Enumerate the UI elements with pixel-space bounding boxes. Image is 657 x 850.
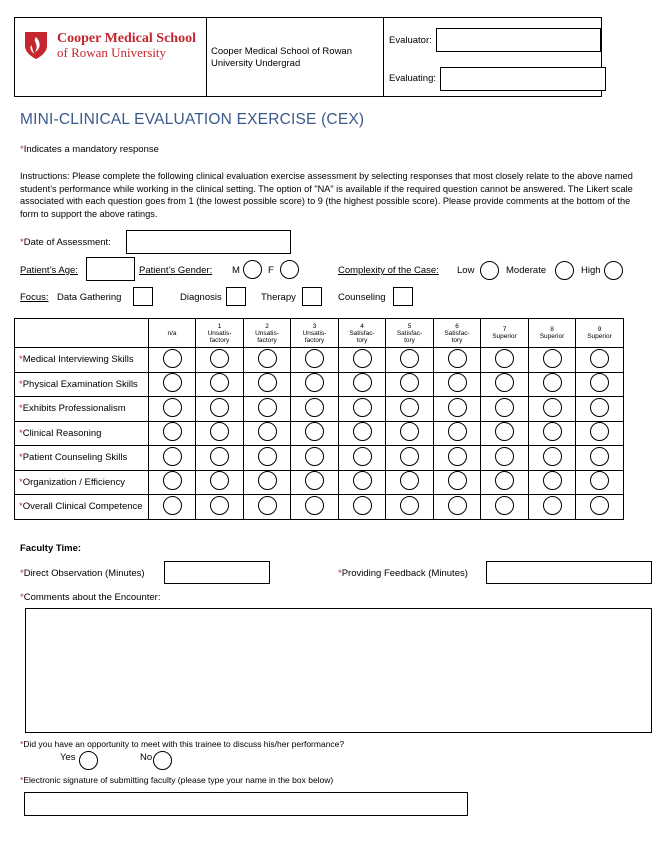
rating-radio[interactable] <box>448 471 467 490</box>
rating-cell <box>244 372 291 397</box>
rating-radio[interactable] <box>305 496 324 515</box>
page-title: MINI-CLINICAL EVALUATION EXERCISE (CEX) <box>20 111 365 128</box>
providing-feedback-field[interactable] <box>486 561 652 584</box>
rating-radio[interactable] <box>495 447 514 466</box>
grid-corner <box>15 319 149 348</box>
rating-radio[interactable] <box>305 398 324 417</box>
rating-radio[interactable] <box>353 447 372 466</box>
rating-radio[interactable] <box>495 422 514 441</box>
rating-radio[interactable] <box>590 373 609 392</box>
rating-cell <box>386 397 434 422</box>
scale-number: 2 <box>265 322 269 330</box>
criterion-label <box>15 348 149 373</box>
rating-cell <box>481 421 529 446</box>
signature-field[interactable] <box>24 792 468 816</box>
rating-cell <box>291 348 339 373</box>
scale-number: 5 <box>407 322 412 330</box>
evaluator-field[interactable] <box>436 28 601 52</box>
focus-diagnosis-checkbox[interactable] <box>226 287 246 306</box>
rating-radio[interactable] <box>543 349 562 368</box>
complexity-high-radio[interactable] <box>604 261 623 280</box>
rating-cell <box>149 348 196 373</box>
criterion-text: Overall Clinical Competence <box>22 501 143 513</box>
complexity-low-label: Low <box>457 265 475 276</box>
criterion-row <box>15 348 624 373</box>
rating-cell <box>149 446 196 471</box>
flame-shield-icon <box>23 30 49 60</box>
criterion-label <box>15 470 149 495</box>
criterion-text: Exhibits Professionalism <box>22 403 126 415</box>
rating-radio[interactable] <box>258 496 277 515</box>
rating-cell <box>434 495 481 520</box>
rating-cell <box>196 421 244 446</box>
rating-radio[interactable] <box>400 349 419 368</box>
scale-header-9 <box>576 319 624 348</box>
rating-radio[interactable] <box>210 496 229 515</box>
rating-cell <box>386 421 434 446</box>
scale-header-8 <box>529 319 576 348</box>
scale-text: Unsatis- factory <box>255 329 279 344</box>
criterion-text: Physical Examination Skills <box>22 378 138 390</box>
rating-radio[interactable] <box>590 422 609 441</box>
scale-number: 9 <box>597 326 602 333</box>
rating-cell <box>386 372 434 397</box>
org-line1: Cooper Medical School of Rowan <box>211 46 352 57</box>
criterion-text: Clinical Reasoning <box>22 427 102 439</box>
rating-radio[interactable] <box>590 447 609 466</box>
complexity-moderate-label: Moderate <box>506 265 547 276</box>
scale-number: 4 <box>360 322 364 330</box>
rating-radio[interactable] <box>305 471 324 490</box>
rating-cell <box>434 372 481 397</box>
rating-cell <box>291 372 339 397</box>
rating-radio[interactable] <box>258 422 277 441</box>
rating-radio[interactable] <box>543 447 562 466</box>
rating-radio[interactable] <box>163 422 182 441</box>
mandatory-asterisk: * <box>19 476 23 488</box>
direct-observation-field[interactable] <box>164 561 270 584</box>
rating-radio[interactable] <box>210 349 229 368</box>
rating-cell <box>481 446 529 471</box>
mandatory-asterisk: * <box>19 403 23 415</box>
scale-number: 3 <box>312 322 317 330</box>
focus-counseling-checkbox[interactable] <box>393 287 413 306</box>
rating-radio[interactable] <box>210 422 229 441</box>
rating-radio[interactable] <box>210 398 229 417</box>
scale-number: 6 <box>455 322 459 330</box>
rating-radio[interactable] <box>210 471 229 490</box>
rating-cell <box>481 397 529 422</box>
rating-radio[interactable] <box>543 422 562 441</box>
mandatory-asterisk: * <box>19 452 23 464</box>
rating-cell <box>244 470 291 495</box>
comments-label: *Comments about the Encounter: <box>20 592 161 603</box>
complexity-low-radio[interactable] <box>480 261 499 280</box>
scale-number: 8 <box>550 326 554 333</box>
rating-cell <box>291 397 339 422</box>
scale-text: Satisfac- tory <box>349 329 375 344</box>
rating-cell <box>196 397 244 422</box>
rating-cell <box>529 397 576 422</box>
mandatory-asterisk: * <box>19 378 23 390</box>
rating-cell <box>196 470 244 495</box>
complexity-label: Complexity of the Case: <box>338 265 439 276</box>
providing-feedback-label: *Providing Feedback (Minutes) <box>338 568 468 579</box>
logo-line2: of Rowan University <box>57 45 167 60</box>
grid-header-row <box>15 319 624 348</box>
rating-radio[interactable] <box>400 471 419 490</box>
criterion-row <box>15 421 624 446</box>
gender-f-radio[interactable] <box>280 260 299 279</box>
rating-cell <box>481 348 529 373</box>
rating-cell <box>386 348 434 373</box>
complexity-moderate-radio[interactable] <box>555 261 574 280</box>
scale-header-0 <box>149 319 196 348</box>
scale-header-1 <box>196 319 244 348</box>
rating-cell <box>149 397 196 422</box>
evaluating-label: Evaluating: <box>389 73 437 84</box>
focus-label: Focus: <box>20 292 49 303</box>
rating-radio[interactable] <box>163 398 182 417</box>
rating-radio[interactable] <box>305 373 324 392</box>
comments-textarea[interactable] <box>25 608 652 733</box>
rating-cell <box>576 372 624 397</box>
rating-radio[interactable] <box>543 471 562 490</box>
rating-radio[interactable] <box>495 496 514 515</box>
criterion-label <box>15 397 149 422</box>
criterion-label <box>15 446 149 471</box>
rating-radio[interactable] <box>305 447 324 466</box>
rating-radio[interactable] <box>258 471 277 490</box>
rating-cell <box>481 470 529 495</box>
complexity-high-label: High <box>581 265 601 276</box>
scale-header-7 <box>481 319 529 348</box>
rating-radio[interactable] <box>448 447 467 466</box>
rating-radio[interactable] <box>495 349 514 368</box>
rating-cell <box>339 372 386 397</box>
focus-therapy-label: Therapy <box>261 292 296 303</box>
evaluator-label: Evaluator: <box>389 35 432 46</box>
criterion-label <box>15 372 149 397</box>
rating-cell <box>434 470 481 495</box>
rating-cell <box>386 495 434 520</box>
gender-m-label: M <box>232 265 240 276</box>
date-field[interactable] <box>126 230 291 254</box>
criterion-row <box>15 372 624 397</box>
evaluating-field[interactable] <box>440 67 606 91</box>
no-radio[interactable] <box>153 751 172 770</box>
rating-cell <box>339 446 386 471</box>
criterion-row <box>15 446 624 471</box>
rating-radio[interactable] <box>543 398 562 417</box>
criterion-row <box>15 470 624 495</box>
rating-radio[interactable] <box>210 373 229 392</box>
scale-number: 1 <box>217 322 222 330</box>
criterion-text: Organization / Efficiency <box>22 476 125 488</box>
rating-cell <box>149 495 196 520</box>
rating-radio[interactable] <box>210 447 229 466</box>
rating-radio[interactable] <box>258 373 277 392</box>
rating-radio[interactable] <box>400 496 419 515</box>
rating-radio[interactable] <box>353 398 372 417</box>
rating-radio[interactable] <box>590 471 609 490</box>
rating-cell <box>291 495 339 520</box>
focus-data-checkbox[interactable] <box>133 287 153 306</box>
rating-radio[interactable] <box>163 373 182 392</box>
rating-radio[interactable] <box>353 496 372 515</box>
rating-radio[interactable] <box>448 398 467 417</box>
scale-text: Superior <box>539 333 565 340</box>
scale-text: n/a <box>167 329 177 337</box>
rating-radio[interactable] <box>353 373 372 392</box>
rating-cell <box>149 372 196 397</box>
date-label: *Date of Assessment: <box>20 237 111 248</box>
rating-cell <box>149 421 196 446</box>
scale-text: Satisfac- tory <box>396 329 423 344</box>
scale-header-4 <box>339 319 386 348</box>
rating-radio[interactable] <box>400 398 419 417</box>
meet-question: *Did you have an opportunity to meet with this trainee to discuss his/her performance? <box>20 739 345 749</box>
logo-cell <box>15 18 207 96</box>
mandatory-asterisk: * <box>19 501 23 513</box>
rating-radio[interactable] <box>448 349 467 368</box>
criterion-label <box>15 421 149 446</box>
focus-therapy-checkbox[interactable] <box>302 287 322 306</box>
scale-header-2 <box>244 319 291 348</box>
rating-radio[interactable] <box>590 496 609 515</box>
rating-cell <box>529 372 576 397</box>
rating-cell <box>196 495 244 520</box>
no-label: No <box>140 752 153 763</box>
rating-cell <box>576 397 624 422</box>
rating-radio[interactable] <box>163 447 182 466</box>
logo-line1: Cooper Medical School <box>57 31 196 46</box>
rating-radio[interactable] <box>163 471 182 490</box>
rating-cell <box>434 348 481 373</box>
rating-cell <box>291 470 339 495</box>
rating-cell <box>576 446 624 471</box>
direct-observation-label: *Direct Observation (Minutes) <box>20 568 145 579</box>
rating-radio[interactable] <box>400 422 419 441</box>
signature-label: *Electronic signature of submitting faculty (please type your name in the box below) <box>20 775 334 785</box>
rating-cell <box>339 495 386 520</box>
rating-cell <box>576 421 624 446</box>
rating-grid <box>14 318 624 520</box>
criterion-label <box>15 495 149 520</box>
rating-radio[interactable] <box>590 349 609 368</box>
scale-text: Unsatis- factory <box>302 329 327 344</box>
rating-cell <box>149 470 196 495</box>
rating-radio[interactable] <box>163 349 182 368</box>
rating-cell <box>386 446 434 471</box>
yes-label: Yes <box>60 752 76 763</box>
rating-cell <box>244 495 291 520</box>
gender-f-label: F <box>268 265 274 276</box>
rating-cell <box>386 470 434 495</box>
gender-m-radio[interactable] <box>243 260 262 279</box>
rating-radio[interactable] <box>305 422 324 441</box>
mandatory-asterisk: * <box>19 354 23 366</box>
rating-radio[interactable] <box>258 447 277 466</box>
age-label: Patient’s Age: <box>20 265 78 276</box>
criterion-row <box>15 397 624 422</box>
criterion-text: Patient Counseling Skills <box>22 452 128 464</box>
scale-header-3 <box>291 319 339 348</box>
rating-cell <box>196 348 244 373</box>
rating-cell <box>481 495 529 520</box>
rating-cell <box>291 421 339 446</box>
rating-cell <box>339 397 386 422</box>
focus-diagnosis-label: Diagnosis <box>180 292 222 303</box>
rating-cell <box>244 421 291 446</box>
rating-cell <box>339 470 386 495</box>
rating-radio[interactable] <box>258 349 277 368</box>
rating-cell <box>576 348 624 373</box>
criterion-row <box>15 495 624 520</box>
mandatory-asterisk: * <box>19 427 23 439</box>
mandatory-note: *Indicates a mandatory response <box>20 144 159 155</box>
rating-cell <box>529 470 576 495</box>
rating-cell <box>576 470 624 495</box>
criterion-text: Medical Interviewing Skills <box>22 354 134 366</box>
rating-cell <box>244 348 291 373</box>
org-cell <box>206 18 384 96</box>
scale-text: Superior <box>492 333 517 340</box>
rating-radio[interactable] <box>400 373 419 392</box>
rating-radio[interactable] <box>353 349 372 368</box>
logo <box>57 32 196 60</box>
scale-text: Satisfac- tory <box>444 329 470 344</box>
scale-header-5 <box>386 319 434 348</box>
rating-cell <box>291 446 339 471</box>
rating-cell <box>434 446 481 471</box>
rating-radio[interactable] <box>495 398 514 417</box>
rating-radio[interactable] <box>305 349 324 368</box>
rating-radio[interactable] <box>495 471 514 490</box>
rating-cell <box>529 446 576 471</box>
rating-cell <box>244 397 291 422</box>
rating-cell <box>196 372 244 397</box>
focus-data-label: Data Gathering <box>57 292 122 303</box>
rating-cell <box>529 421 576 446</box>
instructions: Instructions: Please complete the following clinical evaluation exercise assessment by selecting responses that most closely relate to the above named student’s performance while working in the clinical setting. The option of "NA" is available if the required question cannot be answered. The Likert scale associated with each question goes from 1 (the lowest possible score) to 9 (the highest possible score). Please provide comments at the bottom of the form to support the above ratings. <box>20 171 633 219</box>
org-line2: University Undergrad <box>211 58 301 69</box>
scale-header-6 <box>434 319 481 348</box>
rating-cell <box>529 495 576 520</box>
rating-radio[interactable] <box>400 447 419 466</box>
faculty-time-heading: Faculty Time: <box>20 543 82 554</box>
rating-radio[interactable] <box>353 471 372 490</box>
rating-radio[interactable] <box>543 496 562 515</box>
rating-cell <box>529 348 576 373</box>
focus-counseling-label: Counseling <box>338 292 386 303</box>
rating-cell <box>339 348 386 373</box>
rating-cell <box>434 397 481 422</box>
age-field[interactable] <box>86 257 135 281</box>
scale-number: 7 <box>502 326 507 333</box>
rating-cell <box>576 495 624 520</box>
rating-radio[interactable] <box>495 373 514 392</box>
rating-radio[interactable] <box>590 398 609 417</box>
rating-radio[interactable] <box>353 422 372 441</box>
rating-radio[interactable] <box>163 496 182 515</box>
yes-radio[interactable] <box>79 751 98 770</box>
rating-radio[interactable] <box>448 373 467 392</box>
gender-label: Patient’s Gender: <box>139 265 213 276</box>
rating-radio[interactable] <box>543 373 562 392</box>
rating-radio[interactable] <box>448 422 467 441</box>
rating-cell <box>481 372 529 397</box>
rating-cell <box>339 421 386 446</box>
scale-text: Superior <box>587 333 612 340</box>
rating-cell <box>434 421 481 446</box>
rating-cell <box>196 446 244 471</box>
rating-cell <box>244 446 291 471</box>
scale-text: Unsatis- factory <box>207 329 232 344</box>
rating-radio[interactable] <box>448 496 467 515</box>
rating-radio[interactable] <box>258 398 277 417</box>
